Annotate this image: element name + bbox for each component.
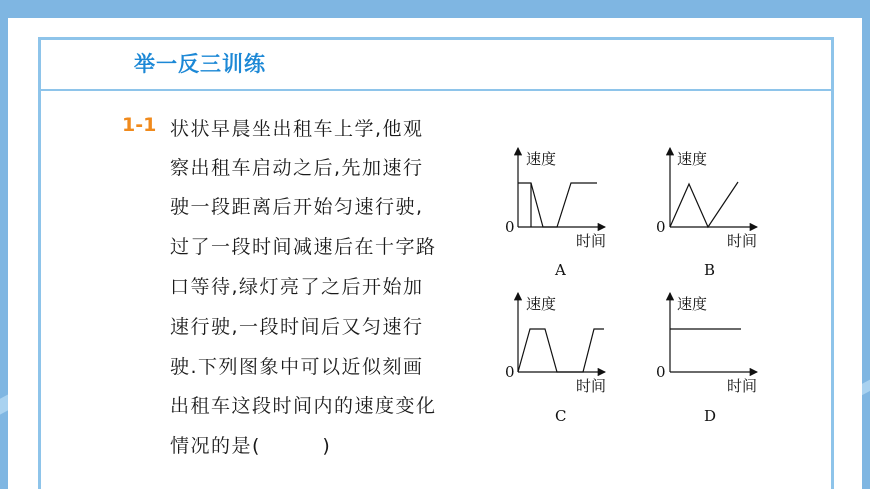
graph-c-curve — [518, 329, 604, 372]
graph-c-x-label: 时间 — [576, 377, 607, 395]
question-line: 察出租车启动之后,先加速行 — [170, 157, 424, 179]
graph-d-option: D — [704, 407, 717, 425]
graph-b-origin: 0 — [656, 218, 666, 236]
graph-a-option: A — [555, 261, 566, 279]
graph-d-y-label: 速度 — [677, 295, 708, 313]
question-line: 速行驶,一段时间后又匀速行 — [170, 316, 424, 338]
graph-b-option: B — [704, 261, 716, 279]
question-line: 出租车这段时间内的速度变化 — [170, 395, 437, 417]
question-line: 驶.下列图象中可以近似刻画 — [170, 356, 424, 378]
graph-c-origin: 0 — [505, 363, 515, 381]
graph-a-curve — [518, 183, 597, 227]
question-line: 状状早晨坐出租车上学,他观 — [170, 118, 424, 140]
question-number: 1-1 — [122, 114, 157, 136]
graph-c — [505, 293, 606, 425]
question-line: 过了一段时间减速后在十字路 — [170, 236, 437, 258]
graph-a — [505, 148, 606, 279]
graph-d-origin: 0 — [656, 363, 666, 381]
question-line: 口等待,绿灯亮了之后开始加 — [170, 276, 424, 298]
graph-b-x-label: 时间 — [727, 232, 758, 250]
graph-a-origin: 0 — [505, 218, 515, 236]
graph-b — [656, 148, 757, 279]
question-line: 情况的是( ) — [170, 435, 332, 457]
graph-a-y-label: 速度 — [526, 150, 557, 168]
graph-c-y-label: 速度 — [526, 295, 557, 313]
section-title: 举一反三训练 — [134, 52, 266, 76]
graph-d-x-label: 时间 — [727, 377, 758, 395]
graph-b-curve — [670, 182, 738, 227]
question-line: 驶一段距离后开始匀速行驶, — [170, 196, 424, 218]
graph-b-y-label: 速度 — [677, 150, 708, 168]
graph-d — [656, 293, 757, 425]
graph-a-x-label: 时间 — [576, 232, 607, 250]
graph-c-option: C — [555, 407, 567, 425]
